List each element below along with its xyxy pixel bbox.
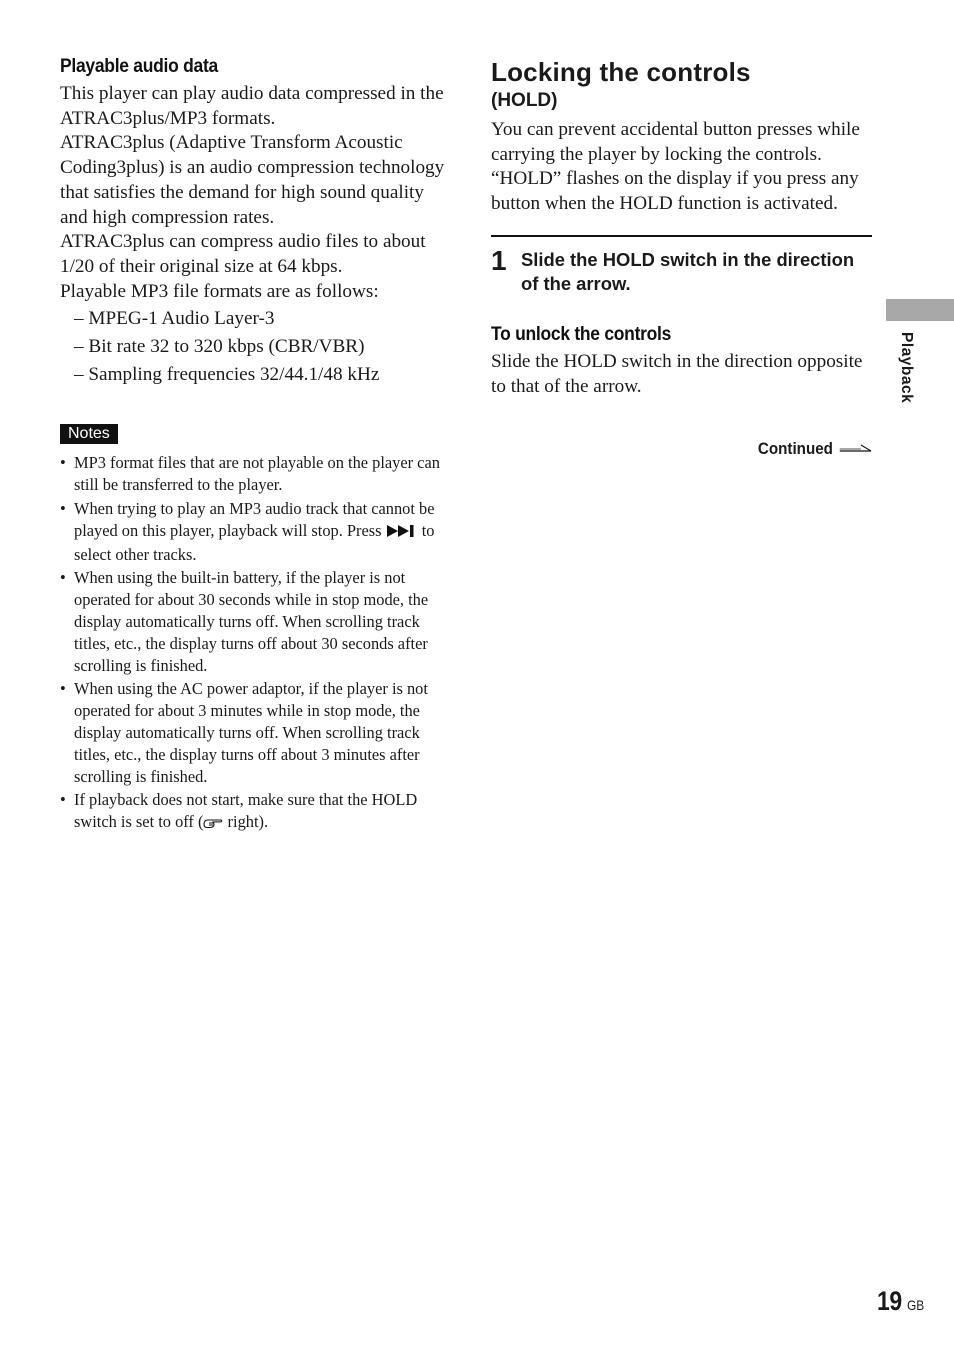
notes-badge: Notes bbox=[60, 424, 118, 444]
note-item bbox=[60, 789, 445, 835]
list-item: – Sampling frequencies 32/44.1/48 kHz bbox=[74, 363, 380, 385]
step-text: Slide the HOLD switch in the direction of the arrow. bbox=[521, 248, 855, 294]
bullet: • bbox=[60, 679, 66, 699]
page-number: 19 bbox=[877, 1286, 902, 1316]
step-number: 1 bbox=[491, 244, 507, 276]
bullet: • bbox=[60, 568, 66, 588]
paragraph-formats: This player can play audio data compressed in the ATRAC3plus/MP3 formats. bbox=[60, 83, 444, 129]
step-1 bbox=[491, 244, 872, 296]
page-title: Locking the controls bbox=[491, 57, 751, 87]
continued-label bbox=[758, 440, 872, 459]
list-item: – MPEG-1 Audio Layer-3 bbox=[74, 308, 275, 330]
divider bbox=[491, 235, 872, 237]
note-item bbox=[60, 452, 445, 496]
note-text: When using the built-in battery, if the player is not operated for about 30 seconds while in stop mode, the display automatically turns off. When scrolling track titles, etc., the display turns off about 30 seconds after scrolling is finished. bbox=[74, 568, 429, 675]
continued-text: Continued bbox=[758, 440, 834, 458]
paragraph-atrac-definition: ATRAC3plus (Adaptive Transform Acoustic Coding3plus) is an audio compression technology that satisfies the demand for high sound quality and high compression rates. bbox=[60, 132, 445, 228]
page-subtitle: (HOLD) bbox=[491, 90, 558, 111]
paragraph-atrac-compression: ATRAC3plus can compress audio files to about 1/20 of their original size at 64 kbps. bbox=[60, 231, 426, 277]
section-tab-label: Playback bbox=[898, 332, 915, 404]
unlock-heading: To unlock the controls bbox=[491, 323, 672, 345]
right-column bbox=[491, 56, 872, 458]
next-track-icon bbox=[386, 522, 418, 544]
pointing-hand-icon bbox=[203, 813, 223, 835]
note-item bbox=[60, 498, 445, 565]
list-item: – Bit rate 32 to 320 kbps (CBR/VBR) bbox=[74, 336, 365, 358]
note-text: When using the AC power adaptor, if the player is not operated for about 3 minutes while in stop mode, the display automatically turns off. When scrolling track titles, etc., the display turns off about 3 minutes after scrolling is finished. bbox=[74, 679, 428, 786]
playable-audio-heading: Playable audio data bbox=[60, 56, 218, 77]
note-text: If playback does not start, make sure that the HOLD switch is set to off ( bbox=[74, 790, 418, 832]
notes-list bbox=[60, 452, 445, 835]
left-column bbox=[60, 56, 445, 837]
note-text: When trying to play an MP3 audio track that cannot be played on this player, playback will stop. Press bbox=[74, 499, 435, 540]
intro-paragraph: You can prevent accidental button presses while carrying the player by locking the controls. “HOLD” flashes on the display if you press any button when the HOLD function is activated. bbox=[491, 119, 860, 215]
bullet: • bbox=[60, 453, 66, 473]
note-item bbox=[60, 567, 445, 676]
mp3-format-list bbox=[74, 307, 445, 387]
note-text: to select other tracks. bbox=[74, 520, 435, 564]
note-text: right). bbox=[223, 812, 269, 832]
unlock-paragraph: Slide the HOLD switch in the direction opposite to that of the arrow. bbox=[491, 350, 863, 397]
note-item bbox=[60, 678, 445, 787]
section-tab-marker bbox=[886, 299, 954, 321]
page-number-suffix: GB bbox=[907, 1297, 925, 1313]
note-text: MP3 format files that are not playable on the player can still be transferred to the player. bbox=[74, 453, 440, 495]
bullet: • bbox=[60, 790, 66, 810]
continued-arrow-icon bbox=[839, 440, 872, 459]
bullet: • bbox=[60, 499, 66, 519]
paragraph-mp3-intro: Playable MP3 file formats are as follows: bbox=[60, 280, 379, 302]
